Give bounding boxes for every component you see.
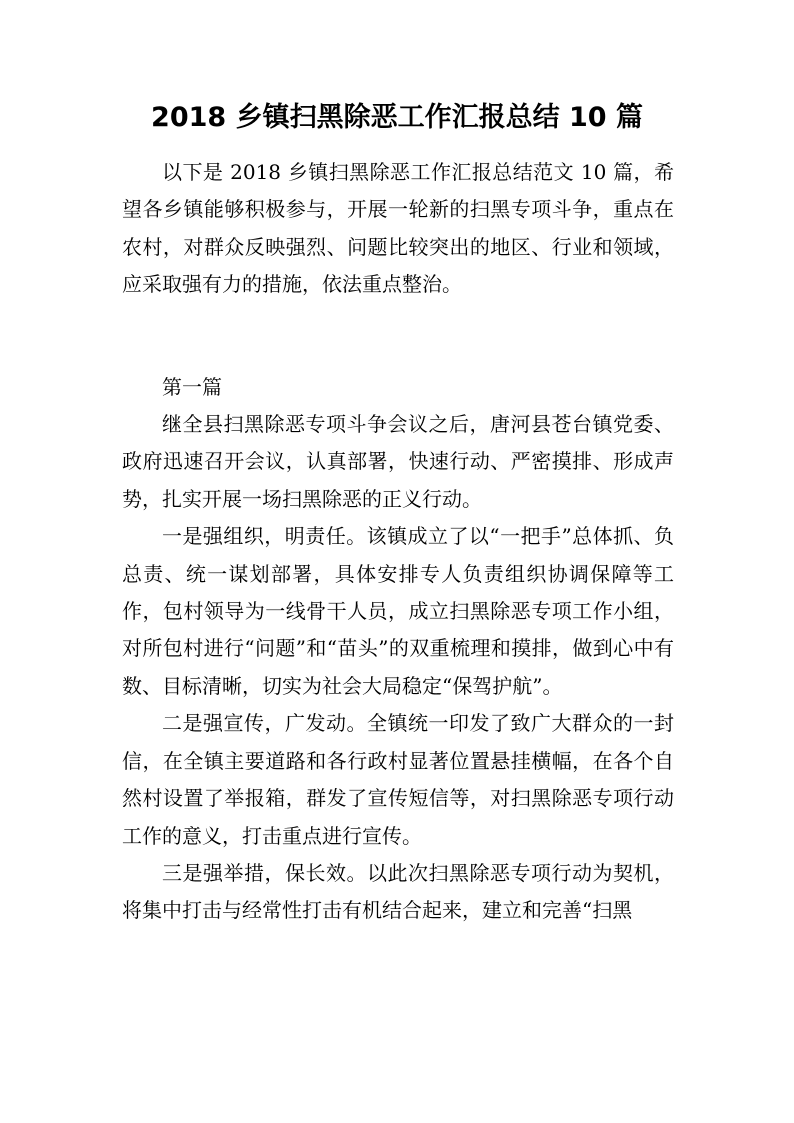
body-paragraph: 三是强举措，保长效。以此次扫黑除恶专项行动为契机，将集中打击与经常性打击有机结合起来，建立和完善“扫黑 <box>122 860 674 923</box>
intro-paragraph: 以下是 2018 乡镇扫黑除恶工作汇报总结范文 10 篇，希望各乡镇能够积极参与，开展一轮新的扫黑专项斗争，重点在农村，对群众反映强烈、问题比较突出的地区、行业和领域，应采取强有力的措施，依法重点整治。 <box>122 160 674 297</box>
body-paragraph: 继全县扫黑除恶专项斗争会议之后，唐河县苍台镇党委、政府迅速召开会议，认真部署，快速行动、严密摸排、形成声势，扎实开展一场扫黑除恶的正义行动。 <box>122 412 674 511</box>
section-spacer <box>122 304 674 369</box>
section-heading: 第一篇 <box>162 374 222 399</box>
document-title: 2018 乡镇扫黑除恶工作汇报总结 10 篇 <box>151 102 643 133</box>
document-body <box>122 154 674 930</box>
body-paragraph: 二是强宣传，广发动。全镇统一印发了致广大群众的一封信，在全镇主要道路和各行政村显著位置悬挂横幅，在各个自然村设置了举报箱，群发了宣传短信等，对扫黑除恶专项行动工作的意义，打击重点进行宣传。 <box>122 711 674 848</box>
body-paragraph: 一是强组织，明责任。该镇成立了以“一把手”总体抓、负总责、统一谋划部署，具体安排专人负责组织协调保障等工作，包村领导为一线骨干人员，成立扫黑除恶专项工作小组，对所包村进行“问题”和“苗头”的双重梳理和摸排，做到心中有数、目标清晰，切实为社会大局稳定“保驾护航”。 <box>122 524 674 698</box>
